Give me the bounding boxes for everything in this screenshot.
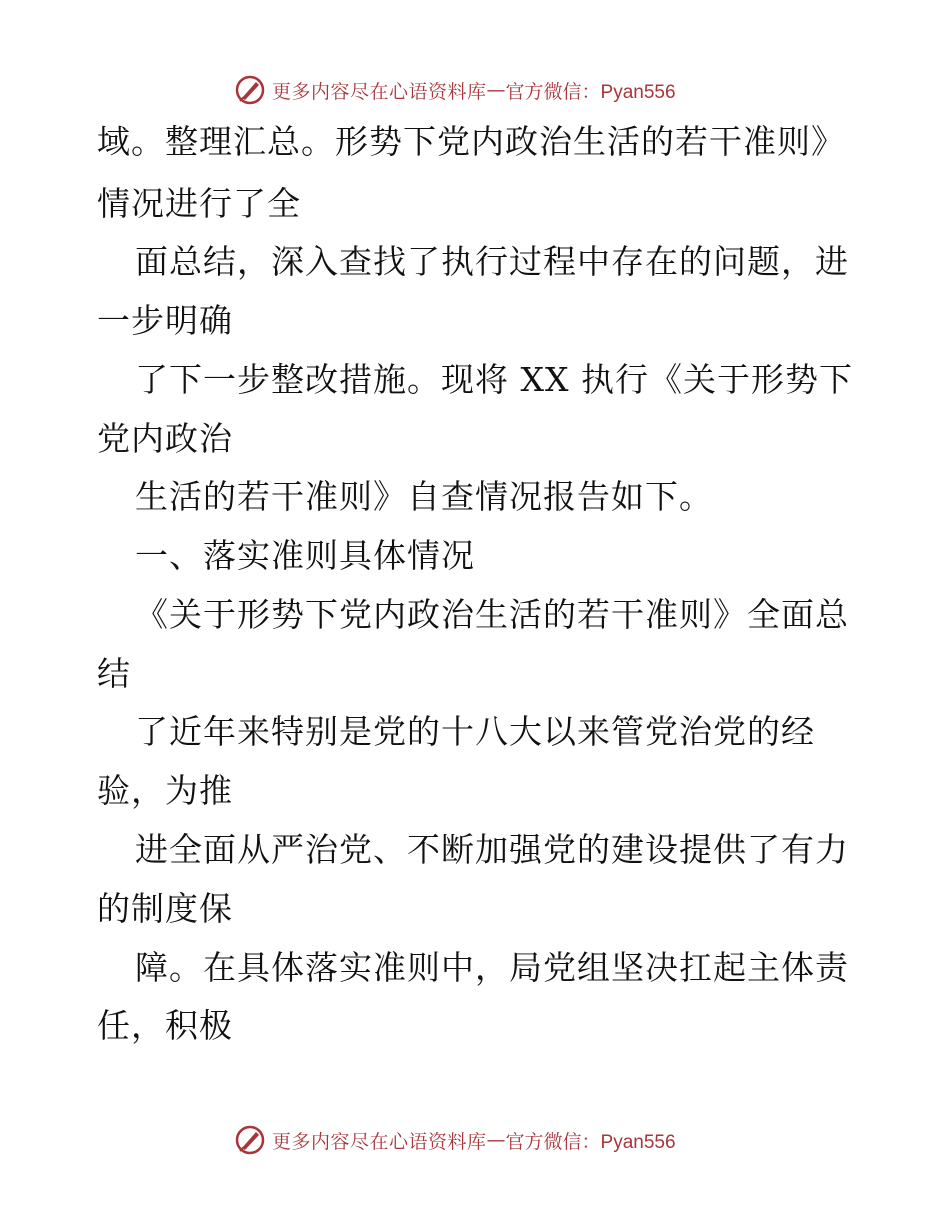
- text-line: 面总结，深入查找了执行过程中存在的问题，进: [135, 242, 849, 281]
- text-line: 任，积极: [97, 1006, 233, 1045]
- quill-logo-icon: [234, 74, 266, 106]
- text-line: 情况进行了全: [97, 184, 301, 223]
- quill-logo-icon: [234, 1124, 266, 1156]
- text-line: 的制度保: [97, 889, 233, 928]
- watermark-dash: —: [486, 79, 506, 101]
- section-heading: 一、落实准则具体情况: [135, 536, 475, 575]
- text-line: 生活的若干准则》自查情况报告如下。: [135, 477, 713, 516]
- text-line: 《关于形势下党内政治生活的若干准则》全面总: [135, 595, 849, 634]
- text-line: 党内政治: [97, 419, 233, 458]
- text-line: 了近年来特别是党的十八大以来管党治党的经: [135, 712, 815, 751]
- header-watermark: [234, 73, 676, 107]
- text-line: 域。整理汇总。形势下党内政治生活的若干准则》: [97, 122, 845, 161]
- footer-watermark: [234, 1123, 676, 1157]
- watermark-contact: 官方微信：Pyan556: [505, 81, 676, 103]
- watermark-dash: —: [486, 1129, 506, 1151]
- text-line: 进全面从严治党、不断加强党的建设提供了有力: [135, 830, 849, 869]
- watermark-text: 更多内容尽在心语资料库: [272, 80, 487, 103]
- watermark-contact: 官方微信：Pyan556: [505, 1131, 676, 1153]
- watermark-text: 更多内容尽在心语资料库: [272, 1130, 487, 1153]
- text-line: 结: [97, 654, 131, 693]
- text-line: 了下一步整改措施。现将 XX 执行《关于形势下: [135, 360, 853, 399]
- text-line: 验，为推: [97, 771, 233, 810]
- text-line: 障。在具体落实准则中，局党组坚决扛起主体责: [135, 948, 849, 987]
- text-line: 一步明确: [97, 301, 233, 340]
